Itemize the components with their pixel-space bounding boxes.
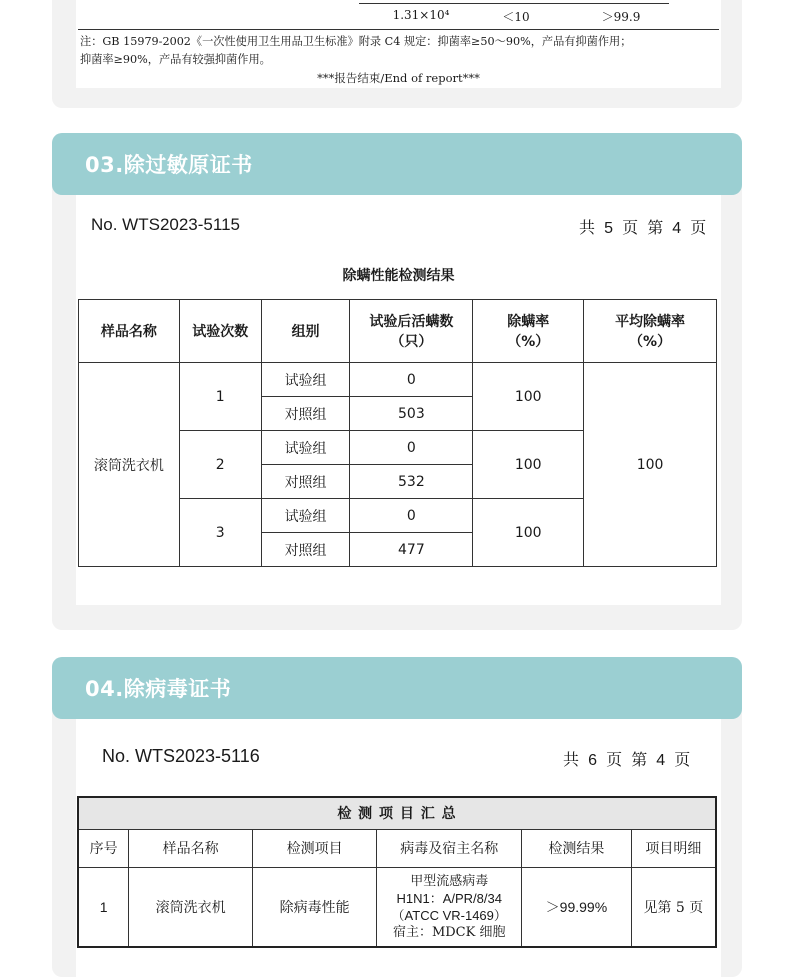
page-indicator	[563, 747, 692, 770]
page-indicator	[579, 215, 708, 238]
note-line-1: 注：GB 15979-2002《一次性使用卫生用品卫生标准》附录 C4 规定：抑菌率≥50～90%，产品有抑菌作用；	[80, 35, 632, 48]
header-test-item: 检测项目	[252, 829, 377, 867]
page-current: 4	[656, 752, 668, 769]
value-count: 1.31×10⁴	[392, 8, 450, 22]
row-sample: 滚筒洗衣机	[129, 867, 253, 947]
table-row	[78, 867, 716, 947]
mite-count: 503	[350, 397, 473, 431]
virus-strain: H1N1：A/PR/8/34	[396, 890, 502, 906]
header-removal-rate-l2: （%）	[507, 334, 550, 350]
section-title: 03.除过敏原证书	[85, 153, 253, 177]
header-result: 检测结果	[522, 829, 632, 867]
row-virus-host	[377, 867, 522, 947]
page-total: 6	[588, 752, 600, 769]
header-average-rate-l2: （%）	[629, 334, 672, 350]
header-removal-rate-l1: 除螨率	[507, 314, 550, 330]
mite-count: 0	[350, 499, 473, 533]
trial-number: 1	[179, 363, 261, 431]
page-current: 4	[672, 220, 684, 237]
section-banner	[52, 133, 742, 195]
group-label: 对照组	[261, 533, 350, 567]
mite-count: 0	[350, 431, 473, 465]
table-title: 除螨性能检测结果	[342, 268, 455, 284]
section-title: 04.除病毒证书	[85, 677, 232, 701]
header-average-rate	[584, 300, 717, 363]
report-tail-sheet	[76, 0, 721, 88]
row-no: 1	[78, 867, 129, 947]
end-of-report: ***报告结束/End of report***	[317, 71, 480, 85]
row-detail: 见第 5 页	[631, 867, 716, 947]
test-summary-table	[77, 796, 717, 948]
virus-host: 宿主：MDCK 细胞	[392, 924, 506, 940]
group-label: 对照组	[261, 397, 350, 431]
header-live-mites-l1: 试验后活螨数	[369, 314, 454, 330]
mite-count: 532	[350, 465, 473, 499]
document-number: No. WTS2023-5116	[102, 746, 260, 766]
removal-rate: 100	[473, 499, 584, 567]
table-bottom-rule	[359, 3, 669, 4]
header-sample-name: 样品名称	[79, 300, 180, 363]
group-label: 试验组	[261, 363, 350, 397]
header-average-rate-l1: 平均除螨率	[615, 314, 686, 330]
table-row	[79, 363, 717, 397]
header-sample-name: 样品名称	[129, 829, 253, 867]
page-prefix: 共	[579, 218, 598, 237]
mite-count: 477	[350, 533, 473, 567]
page-mid: 页 第	[622, 218, 666, 237]
header-detail: 项目明细	[631, 829, 716, 867]
virus-name: 甲型流感病毒	[410, 873, 489, 889]
table-header-row	[79, 300, 717, 363]
certificate-sheet	[76, 719, 721, 979]
removal-rate: 100	[473, 431, 584, 499]
table-header-row	[78, 829, 716, 867]
mite-count: 0	[350, 363, 473, 397]
row-test-item: 除病毒性能	[252, 867, 377, 947]
group-label: 试验组	[261, 431, 350, 465]
header-trial-count: 试验次数	[179, 300, 261, 363]
section-banner	[52, 657, 742, 719]
group-label: 对照组	[261, 465, 350, 499]
page-suffix: 页	[690, 218, 709, 237]
average-rate: 100	[584, 363, 717, 567]
virus-atcc: （ATCC VR-1469）	[391, 907, 507, 923]
header-live-mites	[350, 300, 473, 363]
note-line-2: 抑菌率≥90%，产品有较强抑菌作用。	[80, 53, 271, 66]
note-top-rule	[78, 29, 719, 30]
document-number: No. WTS2023-5115	[91, 215, 240, 234]
page-mid: 页 第	[606, 750, 650, 769]
page-suffix: 页	[674, 750, 693, 769]
sample-name-cell: 滚筒洗衣机	[79, 363, 180, 567]
summary-title: 检 测 项 目 汇 总	[78, 797, 716, 829]
trial-number: 2	[179, 431, 261, 499]
report-tail-card	[52, 0, 742, 108]
summary-title-row	[78, 797, 716, 829]
value-rate: ＞99.9	[601, 10, 641, 24]
certificate-sheet	[76, 195, 721, 605]
header-removal-rate	[473, 300, 584, 363]
page-total: 5	[604, 220, 616, 237]
page-prefix: 共	[563, 750, 582, 769]
section-antivirus-card	[52, 657, 742, 977]
section-anti-allergen-card	[52, 133, 742, 630]
header-group: 组别	[261, 300, 350, 363]
header-live-mites-l2: （只）	[390, 334, 433, 350]
removal-rate: 100	[473, 363, 584, 431]
trial-number: 3	[179, 499, 261, 567]
header-virus-host: 病毒及宿主名称	[377, 829, 522, 867]
mite-removal-table	[78, 299, 717, 567]
header-no: 序号	[78, 829, 129, 867]
value-control: ＜10	[502, 10, 530, 24]
group-label: 试验组	[261, 499, 350, 533]
row-result: ＞99.99%	[522, 867, 632, 947]
